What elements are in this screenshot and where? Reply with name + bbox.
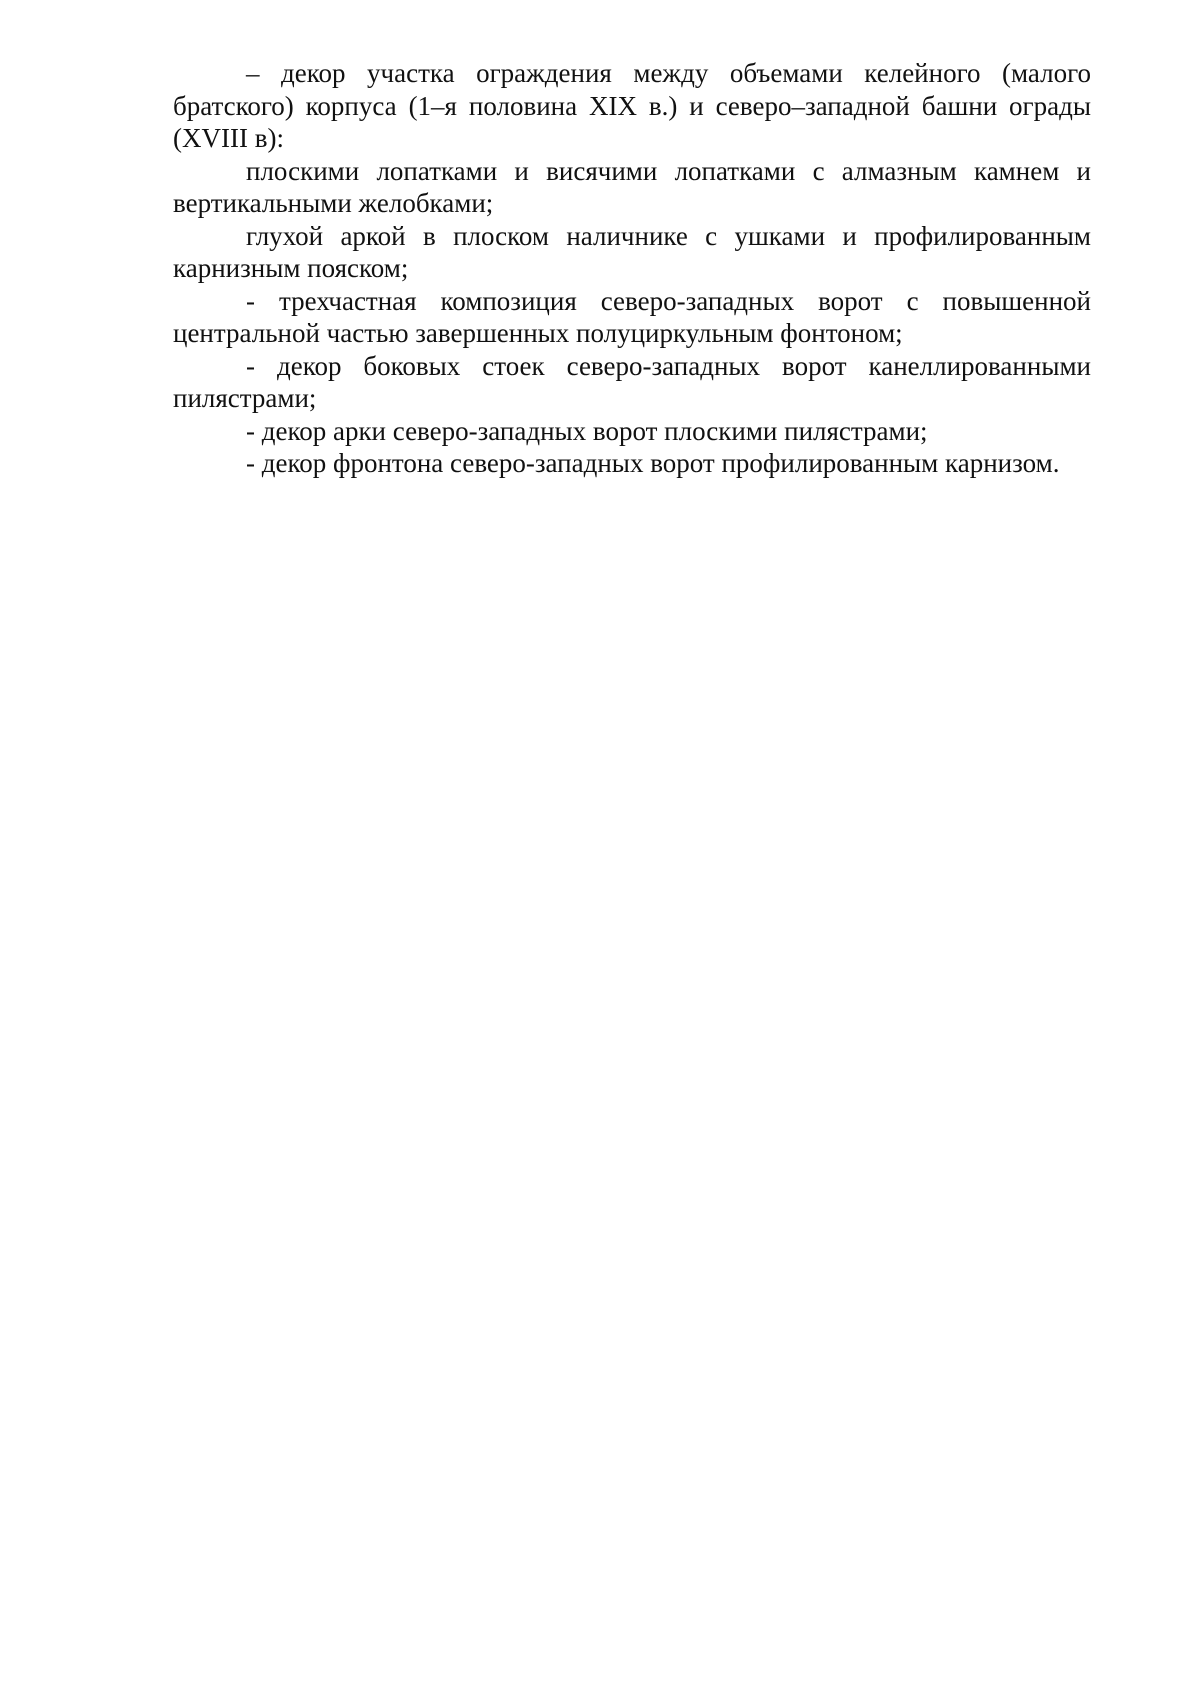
paragraph-gate-composition: - трехчастная композиция северо-западных ворот с повышенной центральной частью завершенных полуциркульным фонтоном; — [173, 285, 1091, 348]
paragraph-gate-posts: - декор боковых стоек северо-западных ворот канеллированными пилястрами; — [173, 350, 1091, 413]
paragraph-fence-decor: – декор участка ограждения между объемами келейного (малого братского) корпуса (1–я половина XIX в.) и северо–западной башни ограды (XVIII в): — [173, 58, 1091, 153]
paragraph-pilaster-strips: плоскими лопатками и висячими лопатками с алмазным камнем и вертикальными желобками; — [173, 155, 1091, 218]
paragraph-gate-arch: - декор арки северо-западных ворот плоскими пилястрами; — [246, 415, 928, 446]
paragraph-blind-arch: глухой аркой в плоском наличнике с ушками и профилированным карнизным пояском; — [173, 220, 1091, 283]
paragraph-gate-pediment: - декор фронтона северо-западных ворот профилированным карнизом. — [246, 448, 1060, 478]
document-body — [173, 57, 1091, 480]
